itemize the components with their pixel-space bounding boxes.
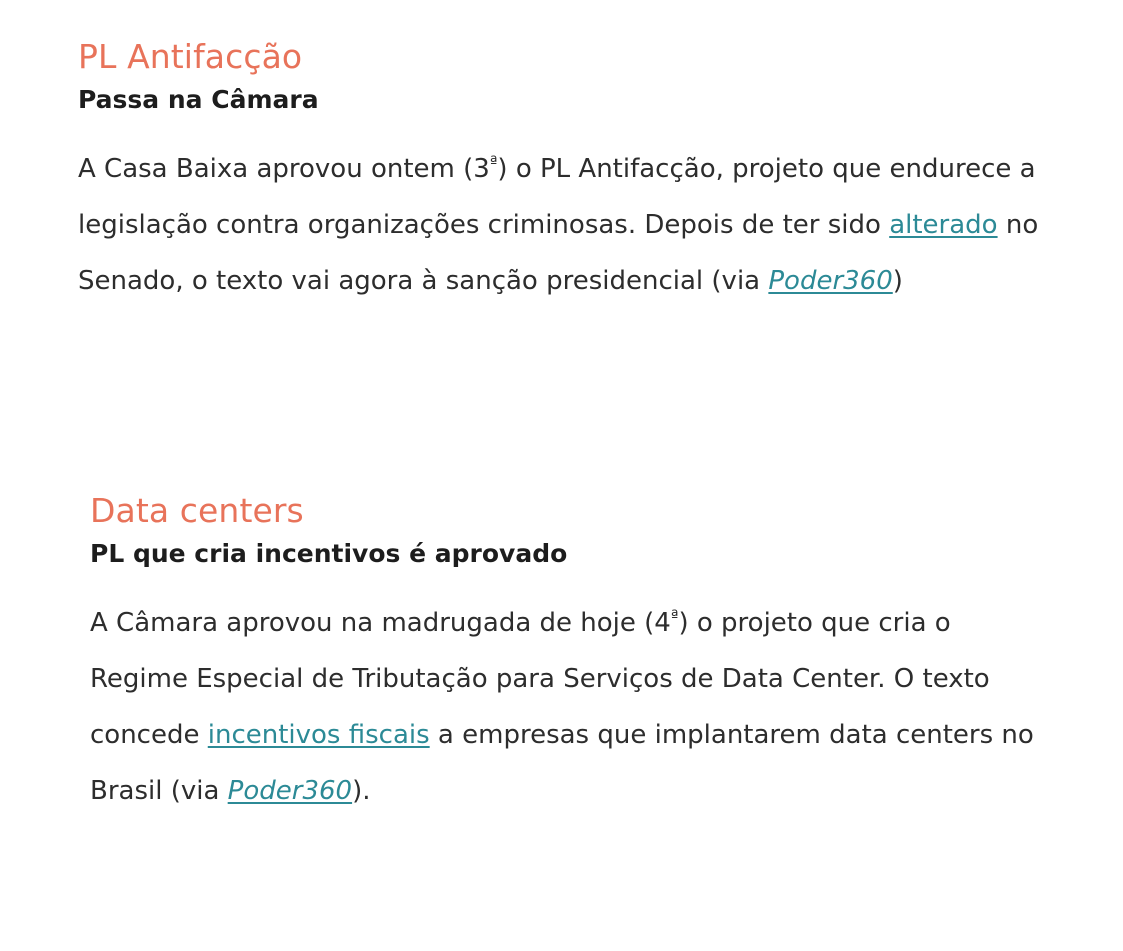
section-body [90,595,1055,819]
news-item-pl-antifaccao [78,38,1068,335]
ordinal-indicator: ª [489,152,498,172]
body-text-part-3: no Senado, o texto vai agora à sanção presidencial (via [78,209,1039,296]
section-kicker: Data centers [90,491,304,530]
inline-link-incentivos-fiscais[interactable]: incentivos fiscais [207,719,430,750]
body-text-part-2: ) o PL Antifacção, projeto que endurece a legislação contra organizações criminosas. Depois de ter sido [78,153,1036,240]
source-link-poder360[interactable]: Poder360 [768,265,893,296]
news-item-data-centers [90,492,1080,845]
section-kicker: PL Antifacção [78,37,303,76]
section-body [78,141,1053,309]
body-text-part-1: A Casa Baixa aprovou ontem (3 [78,153,490,184]
body-text-part-1: A Câmara aprovou na madrugada de hoje (4 [90,607,671,638]
source-link-poder360[interactable]: Poder360 [227,775,353,806]
body-text-part-4: ). [352,775,371,806]
section-headline: PL que cria incentivos é aprovado [90,538,568,568]
body-text-part-3: a empresas que implantarem data centers no Brasil (via [90,719,1034,806]
body-text-part-2: ) o projeto que cria o Regime Especial de Tributação para Serviços de Data Center. O texto concede [90,607,990,750]
section-headline: Passa na Câmara [78,84,319,114]
ordinal-indicator: ª [670,606,679,626]
body-text-part-4: ) [892,265,903,296]
inline-link-alterado[interactable]: alterado [889,209,998,240]
